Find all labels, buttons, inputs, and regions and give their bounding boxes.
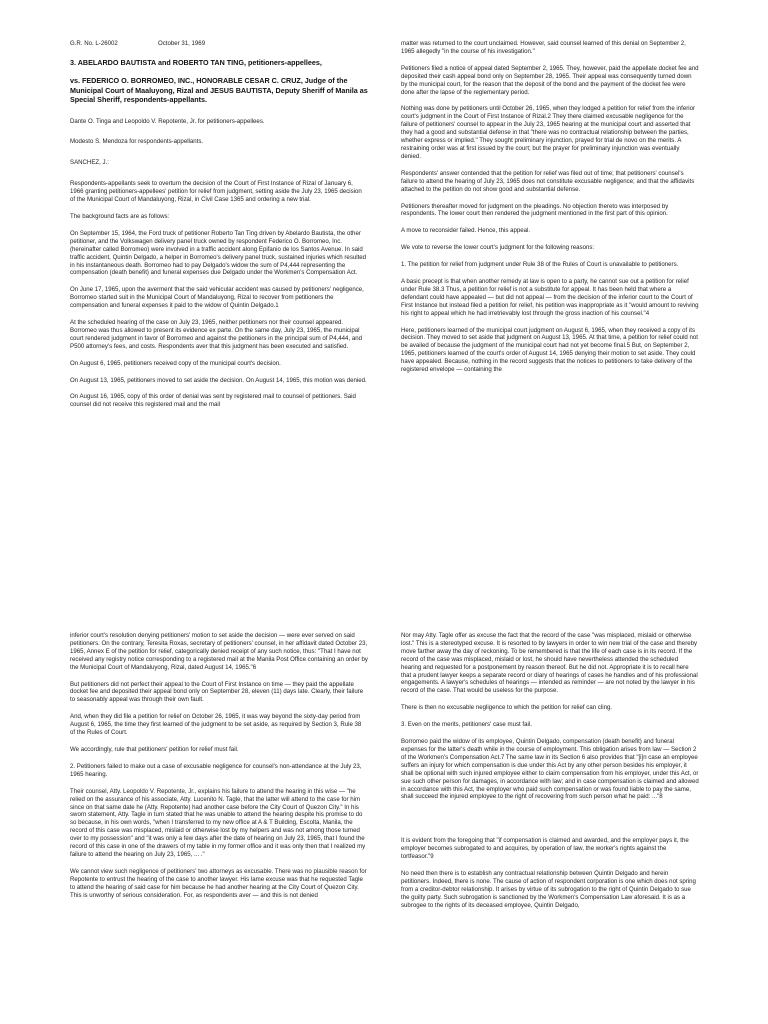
ponente: SANCHEZ, J.: [70, 159, 109, 167]
paragraph: No need then there is to establish any contractual relationship between Quintin Delgado and herein petitioners. Indeed, there is none. The cause of action of respondent corporation is one which does not spring from a creditor-debtor relationship. It arises by virtue of its subrogation to the right of Quintin Delgado to sue the guilty party. Such subrogation is sanctioned by the Workmen's Compensation Law aforesaid. It is as a subrogee to the rights of its deceased employee, Quintin Delgado, [401, 870, 696, 909]
paragraph: A basic precept is that when another remedy at law is open to a party, he cannot sue out a petition for relief under Rule 38.3 Thus, a petition for relief is not a substitute for appeal. It has been held that where a defendant could have appealed — but did not appeal — from the decision of the inferior court to the Court of First Instance but instead filed a petition for relief, his petition was inappropriate as it "would amount to reviving his right to appeal which he had irretrievably lost through the gross inaction of his counsel."4 [401, 278, 699, 317]
paragraph: Respondents' answer contended that the petition for relief was filed out of time; that petitioners' counsel's failure to attend the hearing of July 23, 1965 does not constitute excusable negligence; and that the affidavits attached to the petition do not show good and substantial defense. [401, 169, 695, 193]
paragraph: We vote to reverse the lower court's judgment for the following reasons: [401, 244, 595, 252]
case-title-parties: 3. ABELARDO BAUTISTA and ROBERTO TAN TING, petitioners-appellees, [70, 57, 322, 67]
paragraph: We cannot view such negligence of petitioners' two attorneys as excusable. There was no plausible reason for Repotente to entrust the hearing of the case to another lawyer. His lame excuse was that he requested Tagle to attend the hearing of said case for him because he had another hearing at the City Court of Quezon City. This is unworthy of serious consideration. For, as respondents aver — and this is not denied [70, 867, 367, 899]
paragraph: Their counsel, Atty. Leopoldo V. Repotente, Jr., explains his failure to attend the hearing in this wise — "he relied on the assurance of his associate, Atty. Lucenito N. Tagle, that the latter will attend to the case for him since on that same date he (Atty. Repotente) had another case before the City Court of Quezon City." In his sworn statement, Atty. Tagle in turn stated that he was unable to attend the hearing despite his promise to do so because, in his own words, "when I transferred to my new office at A & T Building, Escolta, Manila, the record of this case was misplaced, mislaid or otherwise lost by my helpers and was not among those turned over to my possession" and "it was only a few days after the date of hearing on July 23, 1965, that I found the record of this case in one of the drawers of my table in my former office and it was only then that I realized my failure to attend the hearing on July 23, 1965, ... ." [70, 787, 366, 858]
column-4 [401, 632, 699, 919]
paragraph: There is then no excusable negligence to which the petition for relief can cling. [401, 704, 613, 712]
column-1-body [70, 180, 368, 409]
case-header [70, 40, 368, 48]
paragraph: On September 15, 1964, the Ford truck of petitioner Roberto Tan Ting driven by Abelardo Bautista, the other petitioner, and the Volkswagen delivery panel truck owned by respondent Federico O. Borromeo, Inc. (hereinafter called Borromeo) were involved in a traffic accident along Epifanio de los Santos Avenue. In said traffic accident, Quintin Delgado, a helper in Borromeo's delivery panel truck, sustained injuries which resulted in his instantaneous death. Borromeo had to pay Delgado's widow the sum of P4,444 representing the compensation (death benefit) and funeral expenses due Delgado under the Workmen's Compensation Act. [70, 229, 367, 277]
paragraph: matter was returned to the court unclaimed. However, said counsel learned of this denial on September 2, 1965 allegedly "in the course of his investigation." [401, 40, 686, 55]
paragraph: inferior court's resolution denying petitioners' motion to set aside the decision — were ever served on said petitioners. On the contrary, Teresita Roxas, secretary of petitioners' counsel, in her affidavit dated October 23, 1965, Annex E of the petition for relief, categorically denied receipt of any such notice, thus: "That I have not received any registry notice corresponding to a registered mail at the Manila Post Office containing an order by the Municipal Court of Mandaluyong, Rizal, dated August 14, 1965."6 [70, 632, 368, 671]
paragraph: Petitioners filed a notice of appeal dated September 2, 1965. They, however, paid the appellate docket fee and deposited their cash appeal bond only on September 28, 1965. Their appeal was consequently turned down by the municipal court, for the reason that the deposit of the bond and the payment of the docket fee were done after the lapse of the reglementary period. [401, 64, 699, 96]
paragraph: Nor may Atty. Tagle offer as excuse the fact that the record of the case "was misplaced, mislaid or otherwise lost." This is a stereotyped excuse. It is resorted to by lawyers in order to win new trial of the case and thereby move farther away the day of reckoning. To be remembered is that the life of each case is in its record. If the record of the case was misplaced, mislaid or lost, he should have nevertheless attended the scheduled hearing and requested for a postponement by reason thereof. But he did not. Appropriate it is to recall here that a prudent lawyer keeps a separate record or diary of hearings of cases he handles and of his professional engagements. A lawyer's schedules of hearings — intended as reminder — are not noted by the lawyer in his record of the case. That would be useless for the purpose. [401, 632, 698, 695]
paragraph: It is evident from the foregoing that "if compensation is claimed and awarded, and the employer pays it, the employer becomes subrogated to and acquires, by operation of law, the worker's rights against the tortfeasor."9 [401, 837, 689, 861]
paragraph: But petitioners did not perfect their appeal to the Court of First Instance on time — they paid the appellate docket fee and deposited their appeal bond only on September 28, eleven (11) days late. Clearly, their failure to seasonably appeal was through their own fault. [70, 680, 364, 704]
paragraph: On August 13, 1965, petitioners moved to set aside the decision. On August 14, 1965, this motion was denied. [70, 376, 367, 384]
paragraph: We accordingly, rule that petitioners' petition for relief must fail. [70, 745, 239, 753]
paragraph: Here, petitioners learned of the municipal court judgment on August 6, 1965, when they received a copy of its decision. They moved to set aside that judgment on August 13, 1965. At that time, a petition for relief could not be availed of because the judgment of the municipal court had not yet become final.5 But, on September 2, 1965, petitioners learned of the court's order of August 14, 1965 denying their motion to set aside. They could have appealed. Because, nothing in the record suggests that the notices to petitioners to take delivery of the registered envelope — containing the [401, 326, 698, 374]
counsel-appellants: Modesto S. Mendoza for respondents-appellants. [70, 138, 204, 146]
case-title-respondents: vs. FEDERICO O. BORROMEO, INC., HONORABLE CESAR C. CRUZ, Judge of the Municipal Court of Maaluyong, Rizal and JESUS BAUTISTA, Deputy Sheriff of Manila as Special Sheriff, respondents-appellants. [70, 76, 368, 105]
paragraph: At the scheduled hearing of the case on July 23, 1965, neither petitioners nor their counsel appeared. Borromeo was thus allowed to present its evidence ex parte. On the same day, July 23, 1965, the municipal court rendered judgment in favor of Borromeo and against the petitioners in the principal sum of P4,444, and P500 attorney's fees, and costs. Respondents aver that this judgment has been executed and satisfied. [70, 319, 362, 350]
paragraph: 2. Petitioners failed to make out a case of excusable negligence for counsel's non-attendance at the July 23, 1965 hearing. [70, 762, 362, 778]
paragraph: The background facts are as follows: [70, 212, 170, 220]
paragraph: On June 17, 1965, upon the averment that the said vehicular accident was caused by petitioners' negligence, Borromeo started suit in the Municipal Court of Mandaluyong, Rizal to recover from petitioners the compensation and funeral expenses it paid to the widow of Quintin Delgado.1 [70, 286, 364, 310]
paragraph: Nothing was done by petitioners until October 26, 1965, when they lodged a petition for relief from the inferior court's judgment in the Court of First Instance of Rizal.2 They there claimed excusable negligence for the failure of petitioners' counsel to appear in the July 23, 1965 hearing at the municipal court and asserted that they had a good and substantial defense in that "there was no contractual relationship between the parties, whether express or implied." They sought preliminary injunction, prayed for trial de novo on the merits. A restraining order was at first issued by the court; but the prayer for preliminary injunction was eventually denied. [401, 105, 696, 160]
case-number: G.R. No. L-26002 [70, 40, 118, 47]
counsel-appellees: Dante O. Tinga and Leopoldo V. Repotente, Jr. for petitioners-appellees. [70, 117, 265, 125]
paragraph: On August 16, 1965, copy of this order of denial was sent by registered mail to counsel of petitioners. Said counsel did not receive this registered mail and the mail [70, 393, 356, 409]
column-2 [401, 40, 699, 383]
paragraph: 3. Even on the merits, petitioners' case must fail. [401, 721, 532, 729]
paragraph: And, when they did file a petition for relief on October 26, 1965, it was way beyond the sixty-day period from August 6, 1965, the time they first learned of the judgment to be set aside, as required by Section 3, Rule 38 of the Rules of Court. [70, 713, 362, 737]
column-1 [70, 40, 368, 418]
paragraph: On August 6, 1965, petitioners received copy of the municipal court's decision. [70, 359, 281, 367]
paragraph: 1. The petition for relief from judgment under Rule 38 of the Rules of Court is unavailable to petitioners. [401, 261, 679, 269]
column-3 [70, 632, 368, 908]
paragraph: Borromeo paid the widow of its employee, Quintin Delgado, compensation (death benefit) and funeral expenses for the latter's death while in the course of employment. This obligation arises from law — Section 2 of the Workmen's Compensation Act.7 The same law in its Section 6 also provides that "[i]n case an employee suffers an injury for which compensation is due under this Act by any other person besides his employer, it shall be optional with such injured employee either to claim compensation from his employer, under this Act, or sue such other person for damages, in accordance with law; and in case compensation is claimed and allowed in accordance with this Act, the employer who paid such compensation or was found liable to pay the same, shall succeed the injured employee to the right of recovering from such person what he paid: ..."8 [401, 738, 699, 801]
paragraph: A move to reconsider failed. Hence, this appeal. [401, 227, 531, 235]
case-date: October 31, 1969 [158, 40, 206, 47]
paragraph: Petitioners thereafter moved for judgment on the pleadings. No objection thereto was interposed by respondents. The lower court then rendered the judgment mentioned in the first part of this opinion. [401, 202, 669, 218]
paragraph: Respondents-appellants seek to overturn the decision of the Court of First Instance of Rizal of January 6, 1966 granting petitioners-appellees' petition for relief from judgment, setting aside the July 23, 1965 decision of the Municipal Court of Mandaluyong, Rizal, in Civil Case 1365 and ordering a new trial. [70, 180, 362, 204]
